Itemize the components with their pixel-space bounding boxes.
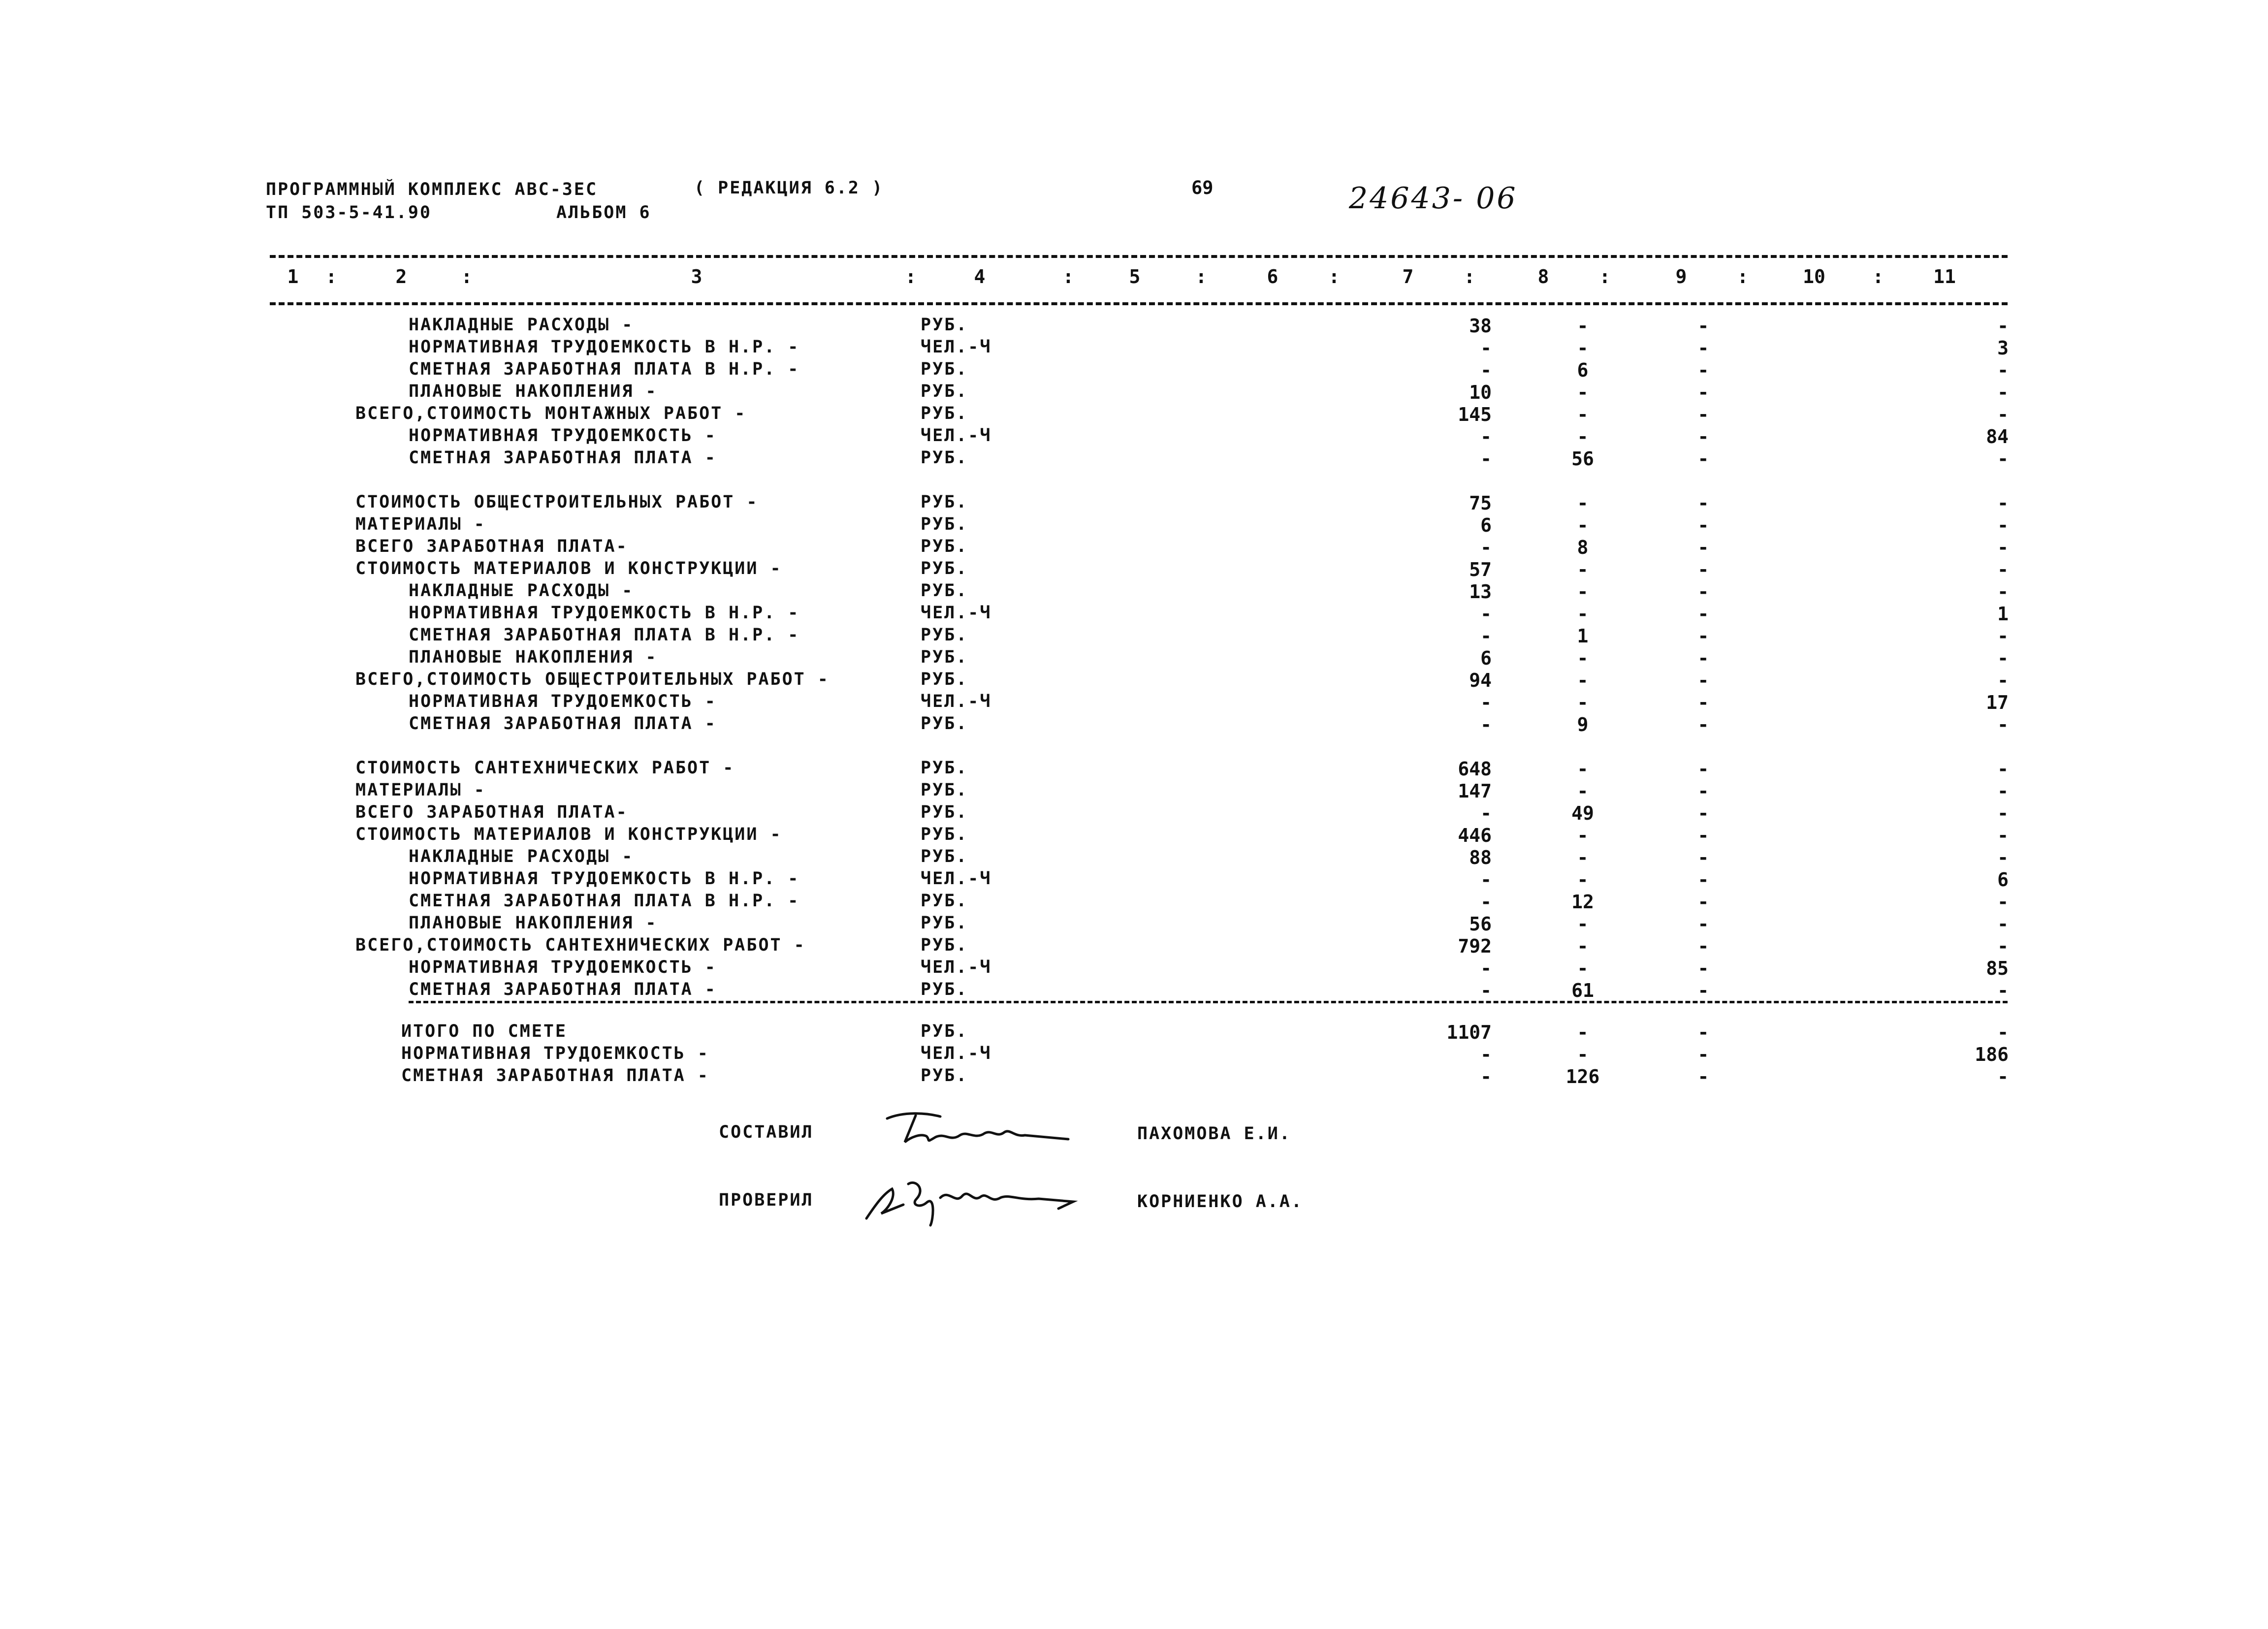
row-label: НАКЛАДНЫЕ РАСХОДЫ - [409, 315, 634, 335]
cell-col-8: - [1577, 670, 1589, 691]
cell-col-9: - [1697, 780, 1709, 802]
table-row [0, 692, 2268, 713]
cell-col-7: - [1480, 714, 1492, 735]
cell-col-9: - [1697, 492, 1709, 514]
cell-col-8: 12 [1571, 891, 1594, 913]
cell-col-11: - [1997, 315, 2009, 337]
cell-col-9: - [1697, 404, 1709, 425]
row-label: МАТЕРИАЛЫ - [355, 514, 486, 534]
cell-col-11: - [1997, 581, 2009, 603]
cell-col-8: - [1577, 758, 1589, 780]
cell-col-11: - [1997, 359, 2009, 381]
column-separator: : [1195, 266, 1207, 287]
cell-col-8: - [1577, 426, 1589, 447]
table-row [0, 315, 2268, 337]
cell-col-7: 6 [1480, 514, 1492, 536]
cell-col-8: - [1577, 581, 1589, 603]
cell-col-7: 6 [1480, 647, 1492, 669]
cell-col-9: - [1697, 514, 1709, 536]
cell-col-11: 85 [1986, 958, 2009, 979]
cell-col-11: - [1997, 714, 2009, 735]
table-row [0, 448, 2268, 470]
cell-col-8: 8 [1577, 537, 1589, 558]
table-row [0, 935, 2268, 957]
cell-col-9: - [1697, 1044, 1709, 1065]
column-number-9: 9 [1675, 266, 1687, 287]
column-number-3: 3 [691, 266, 703, 287]
cell-col-7: 446 [1458, 825, 1492, 846]
table-row [0, 514, 2268, 536]
row-label: СМЕТНАЯ ЗАРАБОТНАЯ ПЛАТА В Н.Р. - [409, 359, 800, 379]
cell-col-9: - [1697, 891, 1709, 913]
table-row [0, 537, 2268, 558]
cell-col-11: - [1997, 1022, 2009, 1043]
cell-col-11: 1 [1997, 603, 2009, 625]
row-label: ПЛАНОВЫЕ НАКОПЛЕНИЯ - [409, 913, 658, 933]
row-label: НОРМАТИВНАЯ ТРУДОЕМКОСТЬ В Н.Р. - [409, 603, 800, 623]
cell-col-9: - [1697, 670, 1709, 691]
cell-col-7: 145 [1458, 404, 1492, 425]
column-number-7: 7 [1402, 266, 1414, 287]
cell-col-9: - [1697, 559, 1709, 580]
cell-col-9: - [1697, 847, 1709, 868]
row-label: ИТОГО ПО СМЕТЕ [401, 1022, 568, 1041]
column-number-5: 5 [1129, 266, 1141, 287]
row-unit: ЧЕЛ.-Ч [921, 426, 992, 446]
row-unit: РУБ. [921, 359, 968, 379]
row-unit: РУБ. [921, 980, 968, 999]
row-unit: РУБ. [921, 847, 968, 866]
checked-signature [862, 1174, 1098, 1228]
table-row [0, 891, 2268, 913]
row-label: СТОИМОСТЬ САНТЕХНИЧЕСКИХ РАБОТ - [355, 758, 735, 778]
cell-col-8: - [1577, 692, 1589, 713]
row-label: МАТЕРИАЛЫ - [355, 780, 486, 800]
cell-col-9: - [1697, 537, 1709, 558]
cell-col-11: - [1997, 825, 2009, 846]
table-row [0, 492, 2268, 514]
column-separator: : [1464, 266, 1475, 287]
cell-col-9: - [1697, 426, 1709, 447]
cell-col-8: - [1577, 1022, 1589, 1043]
column-separator: : [1599, 266, 1611, 287]
cell-col-7: 792 [1458, 935, 1492, 957]
row-label: СМЕТНАЯ ЗАРАБОТНАЯ ПЛАТА В Н.Р. - [409, 891, 800, 911]
table-row [0, 603, 2268, 625]
cell-col-11: - [1997, 404, 2009, 425]
row-unit: РУБ. [921, 647, 968, 667]
cell-col-7: 75 [1469, 492, 1492, 514]
table-header-rule [270, 302, 2008, 305]
table-row [0, 958, 2268, 979]
table-row [0, 780, 2268, 802]
row-unit: РУБ. [921, 315, 968, 335]
cell-col-11: - [1997, 780, 2009, 802]
cell-col-11: - [1997, 891, 2009, 913]
project-line: ТП 503-5-41.90 [266, 203, 432, 223]
table-row [0, 847, 2268, 868]
row-label: СМЕТНАЯ ЗАРАБОТНАЯ ПЛАТА - [409, 448, 717, 468]
cell-col-7: - [1480, 891, 1492, 913]
cell-col-8: - [1577, 382, 1589, 403]
cell-col-11: - [1997, 670, 2009, 691]
cell-col-8: - [1577, 559, 1589, 580]
row-unit: РУБ. [921, 1022, 968, 1041]
cell-col-8: - [1577, 603, 1589, 625]
cell-col-9: - [1697, 315, 1709, 337]
cell-col-8: - [1577, 514, 1589, 536]
row-label: НОРМАТИВНАЯ ТРУДОЕМКОСТЬ - [409, 958, 717, 977]
cell-col-8: 49 [1571, 802, 1594, 824]
row-unit: РУБ. [921, 913, 968, 933]
row-label: СТОИМОСТЬ МАТЕРИАЛОВ И КОНСТРУКЦИИ - [355, 825, 782, 844]
cell-col-11: - [1997, 935, 2009, 957]
column-number-2: 2 [395, 266, 407, 287]
table-row [0, 625, 2268, 647]
row-unit: РУБ. [921, 780, 968, 800]
cell-col-9: - [1697, 980, 1709, 1001]
cell-col-9: - [1697, 825, 1709, 846]
cell-col-9: - [1697, 448, 1709, 470]
cell-col-8: - [1577, 958, 1589, 979]
cell-col-11: - [1997, 980, 2009, 1001]
cell-col-11: - [1997, 625, 2009, 647]
cell-col-8: 56 [1571, 448, 1594, 470]
cell-col-7: - [1480, 980, 1492, 1001]
cell-col-8: - [1577, 492, 1589, 514]
cell-col-11: - [1997, 802, 2009, 824]
cell-col-11: - [1997, 647, 2009, 669]
cell-col-7: 88 [1469, 847, 1492, 868]
cell-col-7: 56 [1469, 913, 1492, 935]
cell-col-11: 6 [1997, 869, 2009, 891]
row-label: ВСЕГО ЗАРАБОТНАЯ ПЛАТА- [355, 802, 628, 822]
row-unit: ЧЕЛ.-Ч [921, 603, 992, 623]
cell-col-11: - [1997, 1066, 2009, 1087]
row-unit: ЧЕЛ.-Ч [921, 1044, 992, 1063]
row-unit: РУБ. [921, 935, 968, 955]
row-unit: РУБ. [921, 492, 968, 512]
table-row [0, 404, 2268, 425]
cell-col-7: 94 [1469, 670, 1492, 691]
column-number-6: 6 [1267, 266, 1278, 287]
cell-col-8: - [1577, 935, 1589, 957]
cell-col-8: - [1577, 847, 1589, 868]
cell-col-9: - [1697, 802, 1709, 824]
cell-col-8: - [1577, 404, 1589, 425]
cell-col-8: - [1577, 1044, 1589, 1065]
row-label: ПЛАНОВЫЕ НАКОПЛЕНИЯ - [409, 647, 658, 667]
cell-col-9: - [1697, 935, 1709, 957]
column-separator: : [325, 266, 337, 287]
table-row [0, 869, 2268, 891]
cell-col-11: - [1997, 514, 2009, 536]
row-label: НОРМАТИВНАЯ ТРУДОЕМКОСТЬ - [409, 426, 717, 446]
checked-by-label: ПРОВЕРИЛ [719, 1190, 814, 1210]
cell-col-11: - [1997, 913, 2009, 935]
cell-col-9: - [1697, 958, 1709, 979]
cell-col-11: - [1997, 559, 2009, 580]
row-unit: РУБ. [921, 448, 968, 468]
cell-col-8: - [1577, 780, 1589, 802]
column-number-8: 8 [1537, 266, 1549, 287]
table-row [0, 913, 2268, 935]
cell-col-9: - [1697, 603, 1709, 625]
cell-col-9: - [1697, 581, 1709, 603]
table-row [0, 426, 2268, 447]
cell-col-7: - [1480, 625, 1492, 647]
row-label: СМЕТНАЯ ЗАРАБОТНАЯ ПЛАТА В Н.Р. - [409, 625, 800, 645]
row-label: СМЕТНАЯ ЗАРАБОТНАЯ ПЛАТА - [401, 1066, 709, 1086]
row-label: СМЕТНАЯ ЗАРАБОТНАЯ ПЛАТА - [409, 980, 717, 999]
cell-col-8: - [1577, 647, 1589, 669]
row-label: НОРМАТИВНАЯ ТРУДОЕМКОСТЬ В Н.Р. - [409, 869, 800, 889]
cell-col-9: - [1697, 913, 1709, 935]
table-row [0, 1022, 2268, 1043]
cell-col-7: 10 [1469, 382, 1492, 403]
cell-col-7: - [1480, 448, 1492, 470]
row-label: НАКЛАДНЫЕ РАСХОДЫ - [409, 581, 634, 601]
row-unit: РУБ. [921, 581, 968, 601]
cell-col-11: - [1997, 758, 2009, 780]
cell-col-11: 186 [1975, 1044, 2009, 1065]
cell-col-8: - [1577, 913, 1589, 935]
cell-col-7: 147 [1458, 780, 1492, 802]
cell-col-8: - [1577, 337, 1589, 359]
document-code: 24643- 06 [1349, 181, 1518, 216]
cell-col-9: - [1697, 647, 1709, 669]
row-unit: РУБ. [921, 404, 968, 423]
checked-by-name: КОРНИЕНКО А.А. [1137, 1192, 1304, 1212]
row-unit: РУБ. [921, 802, 968, 822]
cell-col-7: - [1480, 802, 1492, 824]
column-number-11: 11 [1933, 266, 1956, 287]
cell-col-7: 13 [1469, 581, 1492, 603]
row-unit: ЧЕЛ.-Ч [921, 692, 992, 711]
cell-col-11: 3 [1997, 337, 2009, 359]
cell-col-7: - [1480, 537, 1492, 558]
cell-col-9: - [1697, 1066, 1709, 1087]
program-title: ПРОГРАММНЫЙ КОМПЛЕКС АВС-3ЕС [266, 180, 598, 199]
row-label: ПЛАНОВЫЕ НАКОПЛЕНИЯ - [409, 382, 658, 401]
cell-col-7: - [1480, 603, 1492, 625]
cell-col-8: - [1577, 869, 1589, 891]
table-row [0, 980, 2268, 1001]
cell-col-11: - [1997, 492, 2009, 514]
cell-col-7: 38 [1469, 315, 1492, 337]
table-row [0, 758, 2268, 780]
cell-col-7: 57 [1469, 559, 1492, 580]
cell-col-8: 126 [1565, 1066, 1600, 1087]
row-label: ВСЕГО,СТОИМОСТЬ МОНТАЖНЫХ РАБОТ - [355, 404, 747, 423]
table-row [0, 559, 2268, 580]
cell-col-9: - [1697, 625, 1709, 647]
row-unit: РУБ. [921, 559, 968, 578]
column-separator: : [1737, 266, 1749, 287]
cell-col-11: 84 [1986, 426, 2009, 447]
cell-col-8: 6 [1577, 359, 1589, 381]
cell-col-7: - [1480, 1044, 1492, 1065]
table-row [0, 647, 2268, 669]
row-unit: РУБ. [921, 625, 968, 645]
row-unit: РУБ. [921, 825, 968, 844]
table-row [0, 825, 2268, 846]
table-row [0, 714, 2268, 735]
table-row [0, 1044, 2268, 1065]
table-row [0, 337, 2268, 359]
compiled-by-label: СОСТАВИЛ [719, 1122, 814, 1142]
cell-col-9: - [1697, 714, 1709, 735]
table-top-rule [270, 255, 2008, 258]
cell-col-7: - [1480, 426, 1492, 447]
row-unit: РУБ. [921, 670, 968, 689]
row-label: НАКЛАДНЫЕ РАСХОДЫ - [409, 847, 634, 866]
column-separator: : [461, 266, 473, 287]
cell-col-7: - [1480, 958, 1492, 979]
cell-col-8: - [1577, 315, 1589, 337]
column-separator: : [1328, 266, 1340, 287]
cell-col-8: 61 [1571, 980, 1594, 1001]
column-number-4: 4 [974, 266, 986, 287]
table-row [0, 1066, 2268, 1087]
cell-col-8: - [1577, 825, 1589, 846]
cell-col-7: - [1480, 337, 1492, 359]
cell-col-8: 9 [1577, 714, 1589, 735]
row-unit: РУБ. [921, 714, 968, 734]
cell-col-11: 17 [1986, 692, 2009, 713]
row-unit: ЧЕЛ.-Ч [921, 869, 992, 889]
row-label: СТОИМОСТЬ МАТЕРИАЛОВ И КОНСТРУКЦИИ - [355, 559, 782, 578]
row-label: НОРМАТИВНАЯ ТРУДОЕМКОСТЬ - [409, 692, 717, 711]
cell-col-7: - [1480, 692, 1492, 713]
cell-col-11: - [1997, 448, 2009, 470]
table-row [0, 581, 2268, 603]
row-label: НОРМАТИВНАЯ ТРУДОЕМКОСТЬ - [401, 1044, 709, 1063]
cell-col-7: 648 [1458, 758, 1492, 780]
row-unit: РУБ. [921, 758, 968, 778]
cell-col-7: - [1480, 869, 1492, 891]
column-number-10: 10 [1803, 266, 1825, 287]
table-row [0, 359, 2268, 381]
cell-col-9: - [1697, 382, 1709, 403]
cell-col-11: - [1997, 537, 2009, 558]
cell-col-8: 1 [1577, 625, 1589, 647]
cell-col-9: - [1697, 337, 1709, 359]
cell-col-9: - [1697, 758, 1709, 780]
row-unit: РУБ. [921, 382, 968, 401]
row-label: ВСЕГО,СТОИМОСТЬ САНТЕХНИЧЕСКИХ РАБОТ - [355, 935, 806, 955]
cell-col-9: - [1697, 692, 1709, 713]
cell-col-11: - [1997, 847, 2009, 868]
cell-col-9: - [1697, 1022, 1709, 1043]
column-separator: : [905, 266, 917, 287]
compiled-by-name: ПАХОМОВА Е.И. [1137, 1124, 1291, 1144]
row-unit: ЧЕЛ.-Ч [921, 958, 992, 977]
table-row [0, 802, 2268, 824]
table-row [0, 670, 2268, 691]
album-label: АЛЬБОМ 6 [556, 203, 651, 223]
row-label: СТОИМОСТЬ ОБЩЕСТРОИТЕЛЬНЫХ РАБОТ - [355, 492, 759, 512]
column-separator: : [1872, 266, 1884, 287]
compiled-signature [881, 1108, 1078, 1152]
row-unit: РУБ. [921, 1066, 968, 1086]
column-number-1: 1 [287, 266, 299, 287]
row-unit: РУБ. [921, 891, 968, 911]
row-unit: РУБ. [921, 537, 968, 556]
row-unit: ЧЕЛ.-Ч [921, 337, 992, 357]
row-label: ВСЕГО ЗАРАБОТНАЯ ПЛАТА- [355, 537, 628, 556]
cell-col-7: - [1480, 1066, 1492, 1087]
row-label: ВСЕГО,СТОИМОСТЬ ОБЩЕСТРОИТЕЛЬНЫХ РАБОТ - [355, 670, 830, 689]
table-row [0, 382, 2268, 403]
edition: ( РЕДАКЦИЯ 6.2 ) [694, 178, 884, 198]
page-number: 69 [1191, 177, 1214, 198]
cell-col-9: - [1697, 869, 1709, 891]
row-label: СМЕТНАЯ ЗАРАБОТНАЯ ПЛАТА - [409, 714, 717, 734]
row-unit: РУБ. [921, 514, 968, 534]
row-label: НОРМАТИВНАЯ ТРУДОЕМКОСТЬ В Н.Р. - [409, 337, 800, 357]
cell-col-11: - [1997, 382, 2009, 403]
cell-col-7: - [1480, 359, 1492, 381]
cell-col-9: - [1697, 359, 1709, 381]
cell-col-7: 1107 [1446, 1022, 1492, 1043]
column-separator: : [1062, 266, 1074, 287]
